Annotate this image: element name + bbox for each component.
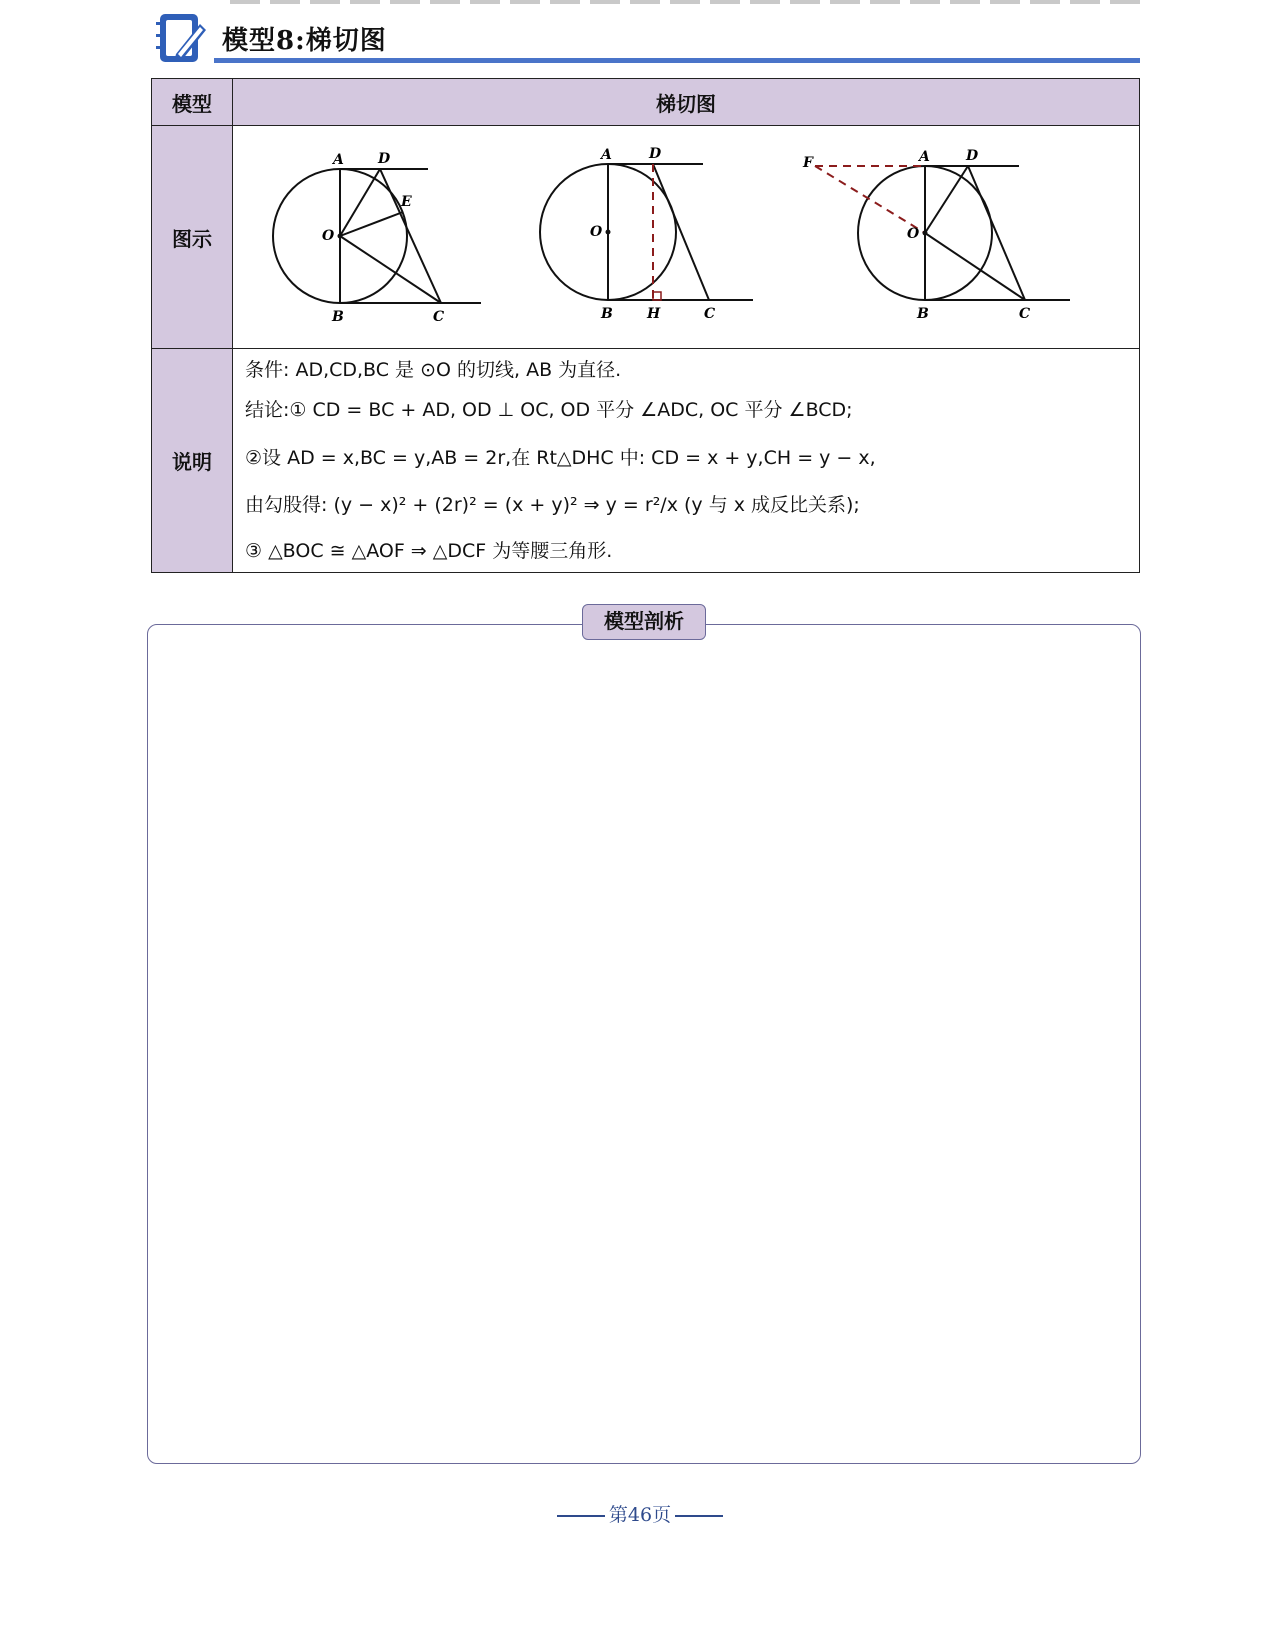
fig3-label-a: A	[919, 149, 930, 165]
header-rule	[214, 58, 1140, 63]
fig1-label-b: B	[332, 309, 344, 325]
figures-svg	[233, 126, 1138, 344]
footer-dash-left	[557, 1515, 605, 1517]
footer-dash-right	[675, 1515, 723, 1517]
fig2-center-dot	[606, 230, 611, 235]
fig3-center-dot	[923, 231, 928, 236]
fig1-label-a: A	[333, 152, 344, 168]
figure-2	[540, 164, 753, 300]
figure-cell	[233, 126, 1140, 349]
fig3-label-f: F	[803, 155, 813, 171]
fig1-label-o: O	[322, 228, 335, 244]
fig3-label-c: C	[1019, 306, 1031, 322]
description-cell	[233, 349, 1140, 573]
page-title: 模型8:梯切图	[222, 26, 387, 56]
fig3-label-o: O	[907, 226, 920, 242]
fig1-segment-oe	[340, 212, 403, 236]
col-header-title: 梯切图	[233, 79, 1140, 126]
model-table	[151, 78, 1140, 573]
fig1-label-e: E	[401, 194, 412, 210]
fig3-label-d: D	[966, 148, 979, 164]
fig2-tangent-dc	[653, 164, 709, 300]
fig3-label-b: B	[917, 306, 929, 322]
desc-conclusion-2: ②设 AD = x,BC = y,AB = 2r,在 Rt△DHC 中: CD = x + y,CH = y − x,	[245, 446, 876, 469]
fig2-label-c: C	[704, 306, 716, 322]
fig2-right-angle-mark	[653, 292, 661, 300]
page-number: 第46页	[608, 1504, 672, 1526]
fig3-dashed-fa-fo	[815, 166, 925, 233]
page-footer	[0, 1500, 1280, 1527]
col-header-model: 模型	[152, 79, 233, 126]
fig2-label-b: B	[601, 306, 613, 322]
analysis-panel	[147, 624, 1141, 1464]
top-dash-border	[230, 0, 1140, 4]
fig3-segment-od	[925, 166, 968, 233]
fig1-segment-od	[340, 169, 380, 236]
fig2-label-h: H	[647, 306, 661, 322]
figure-3	[858, 166, 1070, 300]
fig1-center-dot	[338, 234, 343, 239]
fig2-label-a: A	[601, 147, 612, 163]
row-label-figure: 图示	[152, 126, 233, 349]
fig2-label-o: O	[590, 224, 603, 240]
fig2-label-d: D	[649, 146, 662, 162]
analysis-panel-title: 模型剖析	[582, 604, 706, 640]
fig1-label-d: D	[378, 151, 391, 167]
desc-conclusion-3: ③ △BOC ≅ △AOF ⇒ △DCF 为等腰三角形.	[245, 540, 613, 562]
fig1-label-c: C	[433, 309, 445, 325]
notebook-pencil-icon	[154, 10, 210, 66]
desc-condition: 条件: AD,CD,BC 是 ⊙O 的切线, AB 为直径.	[245, 359, 622, 381]
figure-1	[273, 169, 481, 303]
desc-conclusion-1: 结论:① CD = BC + AD, OD ⊥ OC, OD 平分 ∠ADC, OC 平分 ∠BCD;	[245, 398, 853, 421]
desc-pythagoras: 由勾股得: (y − x)² + (2r)² = (x + y)² ⇒ y = r²/x (y 与 x 成反比关系);	[245, 494, 860, 517]
row-label-description: 说明	[152, 349, 233, 573]
section-header	[150, 8, 1140, 68]
